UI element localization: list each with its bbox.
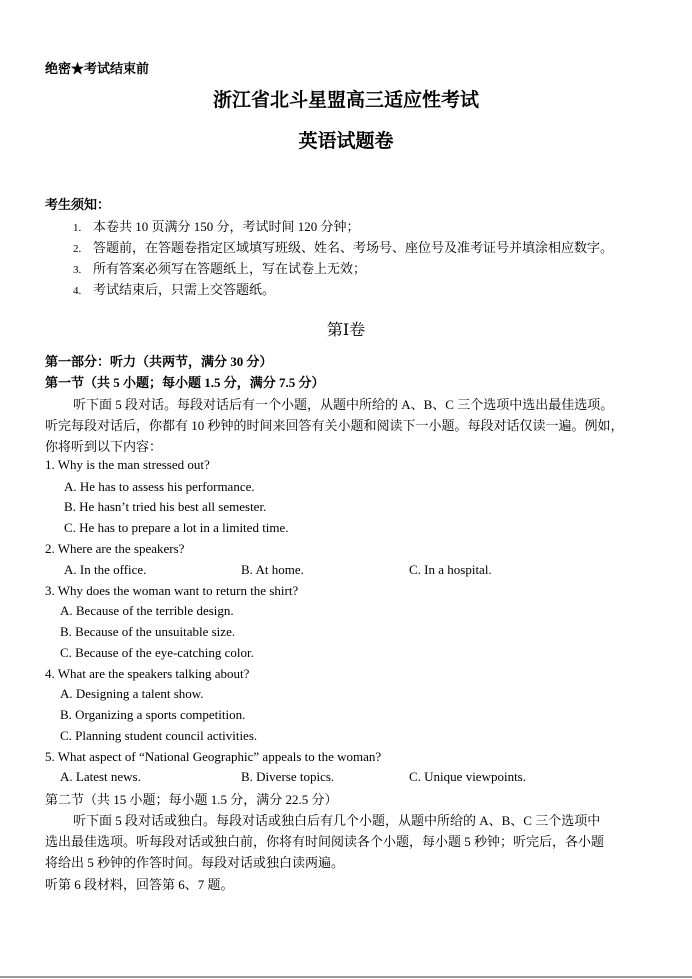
option: A. Latest news. bbox=[60, 769, 141, 784]
exam-subtitle: 英语试题卷 bbox=[298, 131, 394, 152]
question: 5. What aspect of “National Geographic” appeals to the woman? bbox=[45, 749, 382, 764]
notice-item bbox=[73, 219, 360, 236]
confidential-label: 绝密★考试结束前 bbox=[45, 61, 150, 76]
option: B. He hasn’t tried his best all semester. bbox=[64, 499, 267, 514]
option: A. In the office. bbox=[64, 562, 147, 577]
material-line: 听第 6 段材料，回答第 6、7 题。 bbox=[45, 877, 234, 892]
option: A. Because of the terrible design. bbox=[60, 603, 234, 618]
question: 4. What are the speakers talking about? bbox=[45, 666, 250, 681]
notice-num: 2. bbox=[73, 243, 82, 255]
instruction-line: 选出最佳选项。听每段对话或独白前，你将有时间阅读各个小题，每小题 5 秒钟；听完后，各小题 bbox=[45, 834, 605, 849]
question: 2. Where are the speakers? bbox=[45, 541, 185, 556]
instruction-line: 听完每段对话后，你都有 10 秒钟的时间来回答有关小题和阅读下一小题。每段对话仅读一遍。例如， bbox=[45, 418, 624, 433]
notice-text: 本卷共 10 页满分 150 分，考试时间 120 分钟； bbox=[93, 219, 360, 234]
notice-item bbox=[73, 282, 275, 299]
option: C. Because of the eye-catching color. bbox=[60, 645, 254, 660]
notice-text: 考试结束后，只需上交答题纸。 bbox=[93, 282, 276, 297]
option: B. Organizing a sports competition. bbox=[60, 707, 246, 722]
notice-item bbox=[73, 261, 366, 278]
part1-heading: 第一部分：听力（共两节，满分 30 分） bbox=[45, 354, 273, 369]
option: C. In a hospital. bbox=[409, 562, 492, 577]
notice-text: 答题前，在答题卷指定区域填写班级、姓名、考场号、座位号及准考证号并填涂相应数字。 bbox=[93, 240, 614, 255]
notice-text: 所有答案必须写在答题纸上，写在试卷上无效； bbox=[93, 261, 367, 276]
section1-heading: 第一节（共 5 小题；每小题 1.5 分，满分 7.5 分） bbox=[45, 375, 325, 390]
option: A. He has to assess his performance. bbox=[64, 479, 255, 494]
notice-item bbox=[73, 240, 613, 257]
notice-heading: 考生须知： bbox=[45, 197, 111, 212]
option: C. Unique viewpoints. bbox=[409, 769, 526, 784]
question: 3. Why does the woman want to return the shirt? bbox=[45, 583, 299, 598]
option: B. At home. bbox=[241, 562, 304, 577]
instruction-line: 听下面 5 段对话或独白。每段对话或独白后有几个小题，从题中所给的 A、B、C 三个选项中 bbox=[73, 813, 601, 828]
instruction-line: 你将听到以下内容： bbox=[45, 439, 163, 454]
volume-heading: 第Ⅰ卷 bbox=[326, 322, 366, 339]
exam-title: 浙江省北斗星盟高三适应性考试 bbox=[212, 90, 479, 111]
notice-num: 1. bbox=[73, 222, 82, 234]
option: A. Designing a talent show. bbox=[60, 686, 204, 701]
section2-heading: 第二节（共 15 小题；每小题 1.5 分，满分 22.5 分） bbox=[45, 792, 338, 807]
page-divider bbox=[0, 976, 692, 978]
instruction-line: 将给出 5 秒钟的作答时间。每段对话或独白读两遍。 bbox=[45, 855, 345, 870]
notice-num: 3. bbox=[73, 264, 82, 276]
instruction-line: 听下面 5 段对话。每段对话后有一个小题，从题中所给的 A、B、C 三个选项中选出最佳选项。 bbox=[73, 397, 614, 412]
question: 1. Why is the man stressed out? bbox=[45, 457, 210, 472]
option: C. He has to prepare a lot in a limited time. bbox=[64, 520, 289, 535]
option: B. Diverse topics. bbox=[241, 769, 335, 784]
notice-num: 4. bbox=[73, 285, 82, 297]
option: C. Planning student council activities. bbox=[60, 728, 258, 743]
option: B. Because of the unsuitable size. bbox=[60, 624, 236, 639]
